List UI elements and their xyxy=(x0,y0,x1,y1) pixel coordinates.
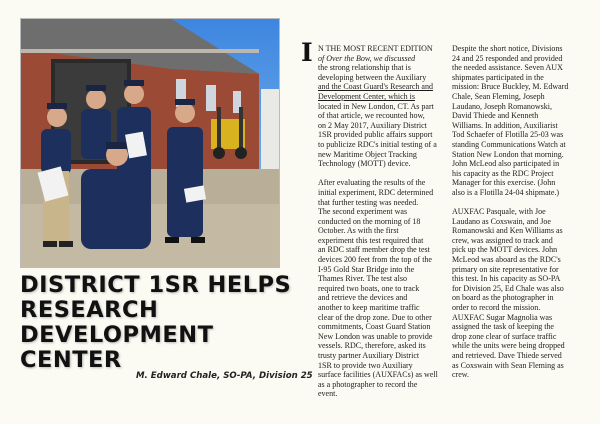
text-line: trusty partner Auxiliary District xyxy=(318,351,420,360)
text-line: 1SR provided public affairs support xyxy=(318,130,433,140)
paragraph-1 xyxy=(318,44,446,169)
text-line: surface facilities (AUXFACs) as well xyxy=(318,370,438,380)
text-line: After evaluating the results of the xyxy=(318,178,426,188)
text-line: of Over the Bow, we discussed xyxy=(318,53,416,63)
headline-line-4: CENTER xyxy=(20,347,122,373)
text-line: located in New London, CT. As part xyxy=(318,101,434,111)
text-line: the needed assistance. Seven AUX xyxy=(452,63,563,73)
text-line: Williams. In addition, Auxiliarist xyxy=(452,120,558,130)
text-line: standing Communications Watch at xyxy=(452,139,566,149)
text-line: 24 and 25 responded and provided xyxy=(452,53,563,63)
text-line: crew, was assigned to track and xyxy=(452,235,553,245)
text-line: and retrieve the devices and xyxy=(318,293,408,303)
text-line: this test. In his capacity as SO-PA xyxy=(452,274,561,284)
text-line: while the units were being dropped xyxy=(452,341,565,351)
text-line: on board as the photographer in xyxy=(452,293,554,303)
text-line: another to keep maritime traffic xyxy=(318,303,420,313)
text-line: vessels. RDC, therefore, asked its xyxy=(318,341,426,351)
text-line: Romanowski and Ken Williams as xyxy=(452,226,563,236)
text-line: and the Coast Guard's Research and xyxy=(318,82,433,92)
text-line: that further testing was needed. xyxy=(318,197,419,207)
headline-line-3: DEVELOPMENT xyxy=(20,322,214,348)
text-line: mission: Bruce Buckley, M. Edward xyxy=(452,82,569,92)
group-photo xyxy=(20,18,280,268)
text-line: on 2 May 2017, Auxiliary District xyxy=(318,120,427,130)
text-line: McLeod was aboard as the RDC's xyxy=(452,255,561,265)
article-column-1 xyxy=(318,44,446,409)
text-line: to publicize RDC's initial testing of a xyxy=(318,139,437,149)
text-line: Thames River. The test also xyxy=(318,274,407,284)
text-line: for Division 25, Ed Chale was also xyxy=(452,283,564,293)
text-line: an RDC staff member drop the test xyxy=(318,245,430,255)
byline: M. Edward Chale, SO-PA, Division 25 xyxy=(136,371,313,381)
text-line: I-95 Gold Star Bridge into the xyxy=(318,264,415,274)
text-line: Development Center, which is xyxy=(318,91,415,101)
text-line: conducted on the morning of 18 xyxy=(318,216,421,226)
paragraph-4 xyxy=(452,207,582,380)
text-line: of that article, we recounted how, xyxy=(318,111,425,121)
text-line: Tod Schaefer of Flotilla 25-03 was xyxy=(452,130,564,140)
text-line: as Coxswain with Sean Fleming as xyxy=(452,360,564,370)
text-line: devices 200 feet from the top of the xyxy=(318,255,432,265)
text-line: drop zone clear of surface traffic xyxy=(452,331,557,341)
article-headline xyxy=(20,273,295,373)
text-line: clear of the drop zone. Due to other xyxy=(318,312,432,322)
text-line: required two boats, one to track xyxy=(318,283,420,293)
text-line: new Maritime Object Tracking xyxy=(318,149,417,159)
text-line: his capacity as the RDC Project xyxy=(452,168,554,178)
text-line: as a photographer to record the xyxy=(318,379,418,389)
text-line: shipmates participated in the xyxy=(452,72,544,82)
text-line: Despite the short notice, Divisions xyxy=(452,44,563,53)
text-line: Laudano, Joseph Romanowski, xyxy=(452,101,552,111)
text-line: developing between the Auxiliary xyxy=(318,72,427,82)
text-line: the strong relationship that is xyxy=(318,63,411,73)
text-line: John McLeod also participated in xyxy=(452,159,560,169)
text-line: Laudano as Coxswain, and Joe xyxy=(452,216,551,226)
photo-illustration xyxy=(21,19,279,267)
text-line: AUXFAC Pasquale, with Joe xyxy=(452,207,546,217)
text-line: Manager for this exercise. (John xyxy=(452,178,556,188)
text-line: commitments, Coast Guard Station xyxy=(318,322,431,332)
text-line: experiment this test required that xyxy=(318,235,424,245)
paragraph-3 xyxy=(452,44,582,198)
text-line: AUXFAC Sugar Magnolia was xyxy=(452,312,553,322)
headline-line-2: RESEARCH xyxy=(20,297,159,323)
text-line: Chale, Sean Fleming, Joseph xyxy=(452,91,545,101)
text-line: primary on site representative for xyxy=(452,264,559,274)
text-line: also is a Flotilla 24-04 shipmate.) xyxy=(452,187,560,197)
text-line: Station New London that morning. xyxy=(452,149,564,159)
text-line: crew. xyxy=(452,370,470,380)
text-line: and retrieved. Dave Thiede served xyxy=(452,351,562,360)
text-line: Technology (MOTT) device. xyxy=(318,159,411,169)
text-line: assigned the task of keeping the xyxy=(452,322,554,332)
text-line: New London was unable to provide xyxy=(318,331,433,341)
drop-cap: I xyxy=(301,38,313,67)
article-column-2 xyxy=(452,44,582,389)
text-line: The second experiment was xyxy=(318,207,408,217)
text-line: 1SR to provide two Auxiliary xyxy=(318,360,413,370)
text-line: event. xyxy=(318,389,338,399)
headline-line-1: DISTRICT 1SR HELPS xyxy=(20,272,292,298)
text-line: October. As with the first xyxy=(318,226,399,236)
text-line: N THE MOST RECENT EDITION xyxy=(318,44,433,53)
text-line: initial experiment, RDC determined xyxy=(318,187,434,197)
text-line: order to record the mission. xyxy=(452,303,541,313)
paragraph-2 xyxy=(318,178,446,399)
text-line: David Thiede and Kenneth xyxy=(452,111,539,121)
text-line: pick up the MOTT devices. John xyxy=(452,245,558,255)
